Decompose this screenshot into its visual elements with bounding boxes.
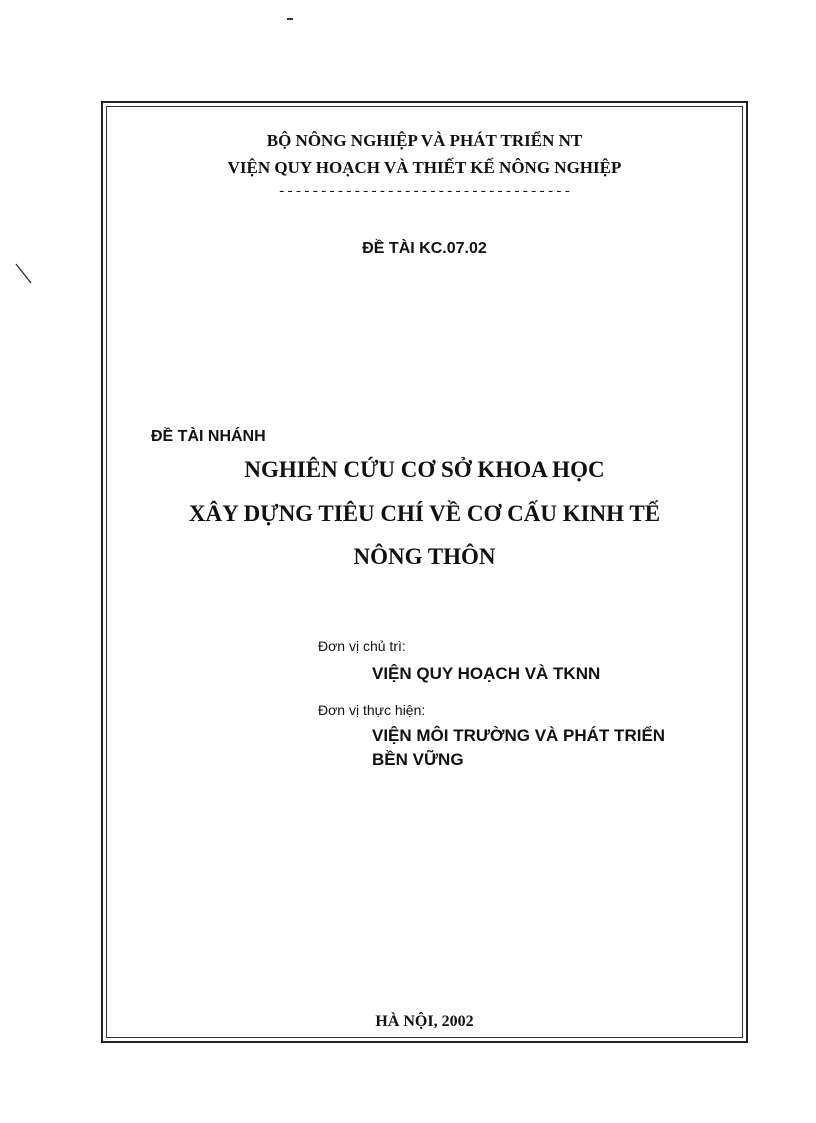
title-line-3: NÔNG THÔN [353, 544, 496, 569]
ministry-name: BỘ NÔNG NGHIỆP VÀ PHÁT TRIỂN NT [266, 131, 583, 150]
executing-unit-value-line-2: BỀN VỮNG [372, 750, 464, 769]
place-and-year: HÀ NỘI, 2002 [375, 1013, 474, 1030]
sub-project-label: ĐỀ TÀI NHÁNH [151, 428, 266, 445]
host-unit-label: Đơn vị chủ trì: [318, 638, 406, 654]
scan-mark-top [287, 18, 293, 20]
executing-unit-value-line-1: VIỆN MÔI TRƯỜNG VÀ PHÁT TRIỂN [372, 726, 666, 745]
executing-unit-label: Đơn vị thực hiện: [318, 702, 426, 718]
project-code: ĐỀ TÀI KC.07.02 [362, 240, 487, 257]
scan-mark-left [14, 262, 34, 286]
institute-name: VIỆN QUY HOẠCH VÀ THIẾT KẾ NÔNG NGHIỆP [227, 158, 622, 177]
host-unit-value: VIỆN QUY HOẠCH VÀ TKNN [372, 664, 601, 683]
header-separator: ----------------------------------- [277, 184, 572, 200]
title-line-2: XÂY DỰNG TIÊU CHÍ VỀ CƠ CẤU KINH TẾ [188, 501, 661, 526]
title-line-1: NGHIÊN CỨU CƠ SỞ KHOA HỌC [244, 457, 605, 482]
